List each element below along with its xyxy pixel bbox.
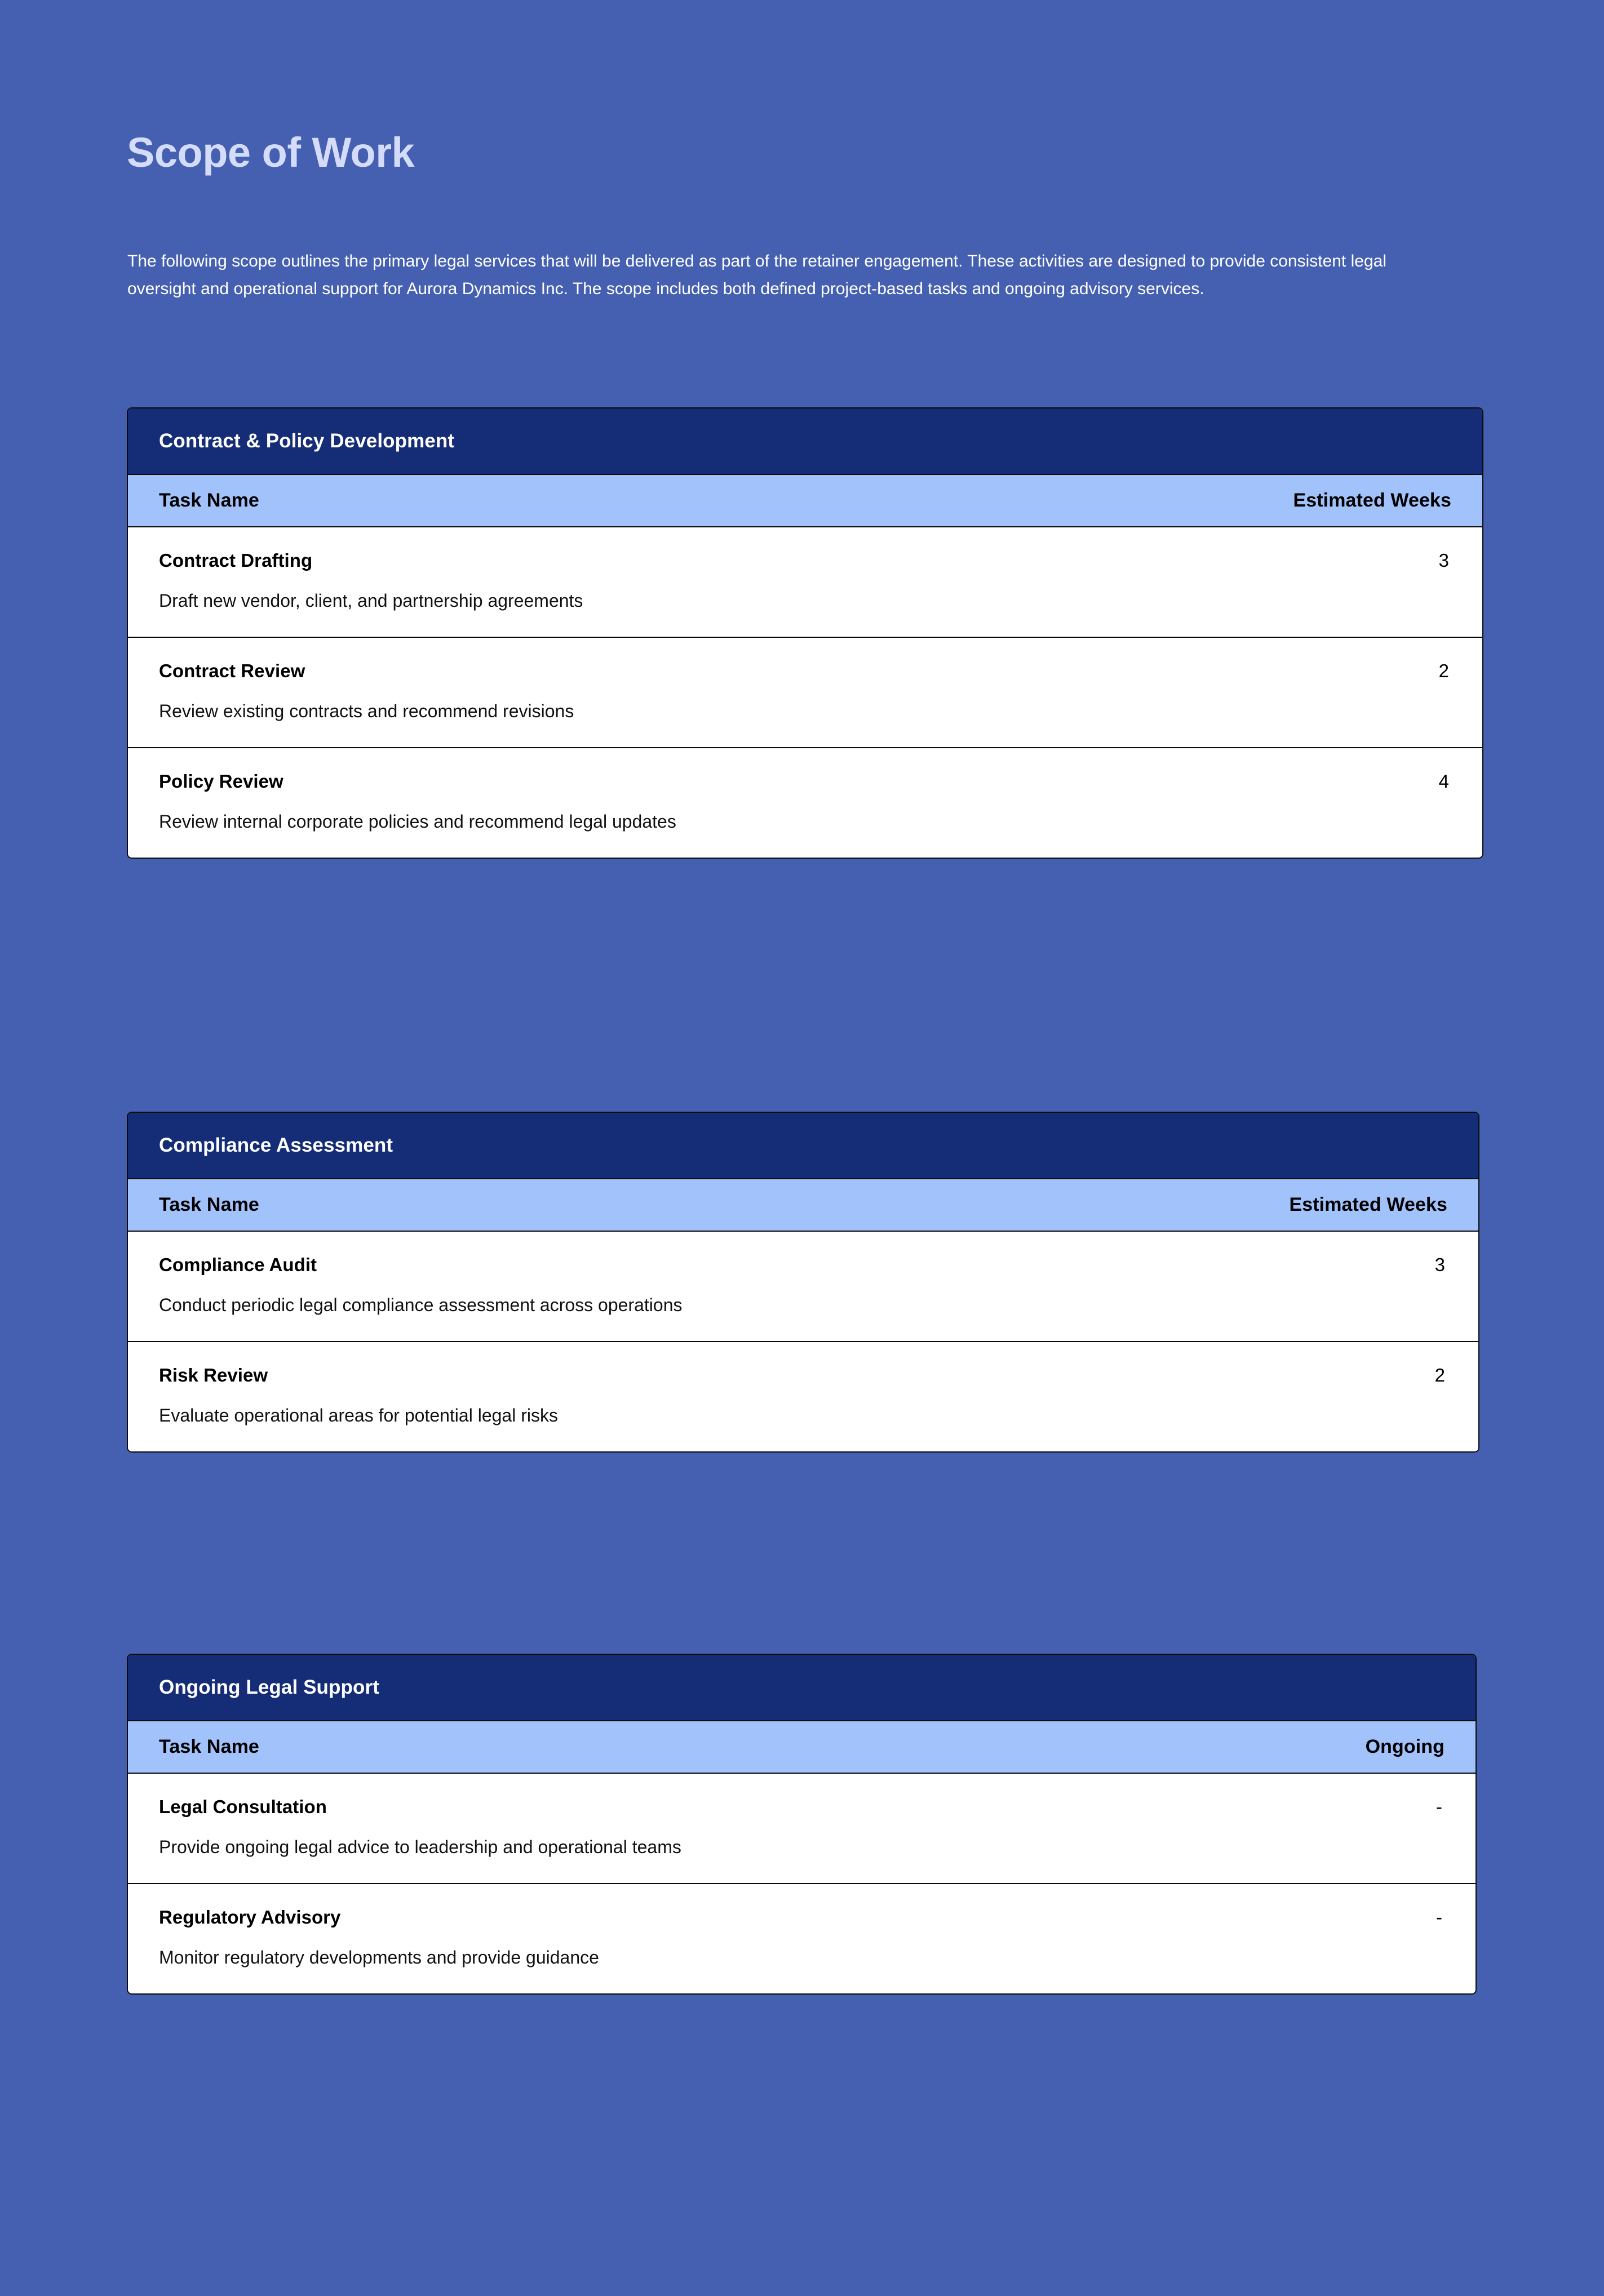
intro-paragraph: The following scope outlines the primary legal services that will be delivered as part of the retainer engagement. These activities are designed to provide consistent legal oversight and operational support for Aurora Dynamics Inc. The scope includes both defined project-based tasks and ongoing advisory services. <box>127 252 1387 298</box>
task-description: Evaluate operational areas for potential legal risks <box>159 1405 558 1425</box>
section-title: Contract & Policy Development <box>128 408 1482 475</box>
table-row <box>128 638 1482 748</box>
task-name: Contract Drafting <box>159 550 313 571</box>
section-card <box>127 1654 1477 1995</box>
task-name: Regulatory Advisory <box>159 1907 341 1928</box>
column-header-value: Ongoing <box>1365 1736 1445 1757</box>
table-row <box>128 527 1482 638</box>
column-header-value: Estimated Weeks <box>1293 490 1451 511</box>
task-name: Legal Consultation <box>159 1796 327 1817</box>
task-name: Risk Review <box>159 1365 268 1385</box>
section-title: Ongoing Legal Support <box>128 1655 1475 1721</box>
task-value: 4 <box>1438 771 1449 792</box>
task-description: Provide ongoing legal advice to leadership and operational teams <box>159 1837 681 1857</box>
task-description: Review internal corporate policies and recommend legal updates <box>159 811 676 832</box>
column-header-name: Task Name <box>159 1736 259 1757</box>
table-row <box>128 1774 1475 1884</box>
task-value: 3 <box>1438 550 1449 571</box>
task-value: 2 <box>1438 660 1449 681</box>
task-description: Conduct periodic legal compliance assessment across operations <box>159 1295 683 1315</box>
section-card <box>127 1112 1479 1453</box>
table-row <box>128 1232 1478 1342</box>
table-row <box>128 1884 1475 1993</box>
column-header-name: Task Name <box>159 1194 259 1215</box>
column-header-row <box>128 1721 1475 1774</box>
column-header-value: Estimated Weeks <box>1289 1194 1447 1215</box>
column-header-row <box>128 1179 1478 1232</box>
task-name: Policy Review <box>159 771 283 792</box>
task-value: - <box>1436 1907 1442 1928</box>
task-value: 3 <box>1434 1254 1445 1275</box>
section-title: Compliance Assessment <box>128 1113 1478 1179</box>
page-title: Scope of Work <box>127 129 415 176</box>
section-card <box>127 407 1483 859</box>
task-value: - <box>1436 1796 1442 1817</box>
table-row <box>128 748 1482 858</box>
task-description: Monitor regulatory developments and provide guidance <box>159 1947 599 1968</box>
task-description: Draft new vendor, client, and partnership agreements <box>159 590 583 611</box>
column-header-name: Task Name <box>159 490 259 511</box>
task-name: Compliance Audit <box>159 1254 317 1275</box>
task-value: 2 <box>1434 1365 1445 1385</box>
table-row <box>128 1342 1478 1451</box>
task-description: Review existing contracts and recommend revisions <box>159 701 574 721</box>
column-header-row <box>128 475 1482 527</box>
task-name: Contract Review <box>159 660 305 681</box>
